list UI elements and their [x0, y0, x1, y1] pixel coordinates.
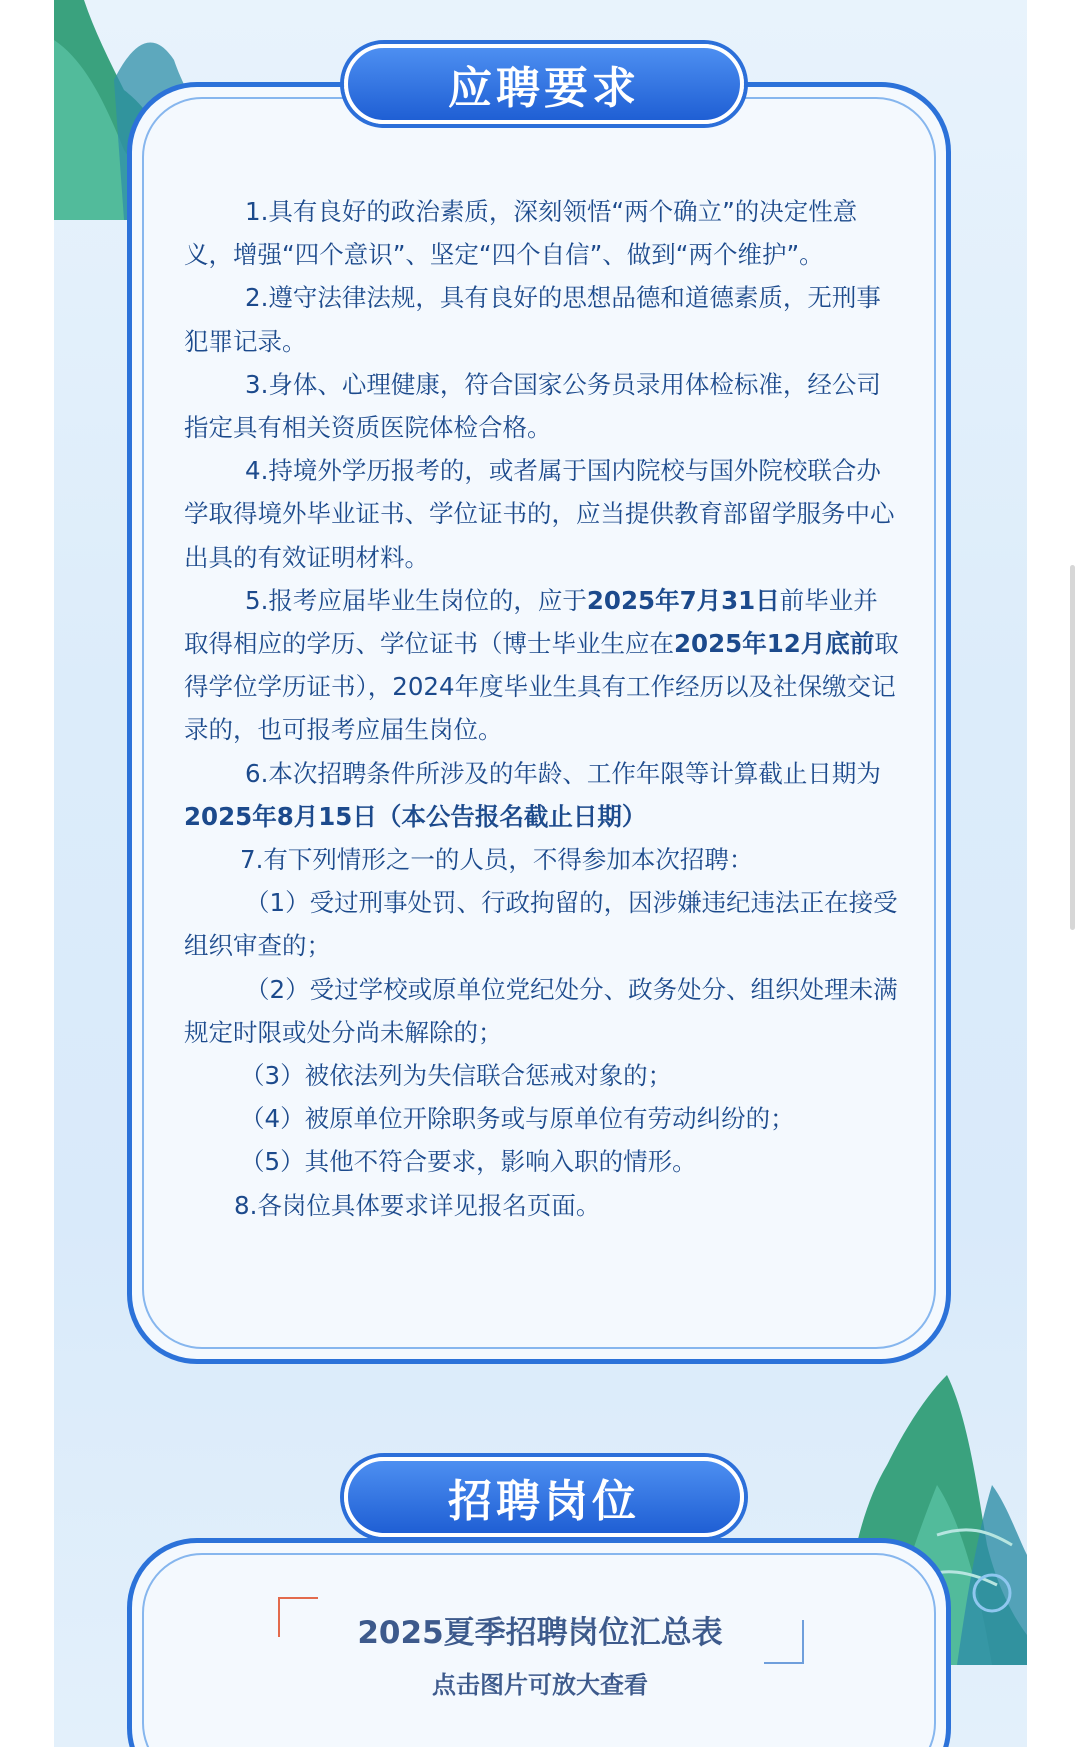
requirement-item-5-text-b: 前毕业并取得相应的学历、学位证书（博士毕业生应在: [184, 585, 878, 659]
requirement-item-2: 2.遵守法律法规，具有良好的思想品德和道德素质，无刑事犯罪记录。: [184, 283, 881, 356]
requirements-title-badge: [344, 44, 744, 124]
requirement-item-5-date-a: 2025年7月31日: [586, 585, 780, 615]
requirement-item-7-2: （2）受过学校或原单位党纪处分、政务处分、组织处理未满规定时限或处分尚未解除的；: [184, 974, 898, 1047]
requirement-item-7-3: （3）被依法列为失信联合惩戒对象的；: [240, 1061, 673, 1091]
requirement-item-5-text-c: 取得学位学历证书），2024年度毕业生具有工作经历以及社保缴交记录的，也可报考应届生岗位。: [184, 629, 899, 745]
requirement-item-5: [184, 579, 900, 752]
requirement-item-5-date-b: 2025年12月底前: [674, 629, 875, 659]
requirement-item-4: 4.持境外学历报考的，或者属于国内院校与国外院校联合办学取得境外毕业证书、学位证书的，应当提供教育部留学服务中心出具的有效证明材料。: [184, 456, 895, 572]
requirement-item-7: 7.有下列情形之一的人员，不得参加本次招聘：: [240, 845, 754, 875]
positions-title-badge: [344, 1457, 744, 1537]
positions-title: 招聘岗位: [448, 1476, 640, 1527]
positions-table-title[interactable]: 2025夏季招聘岗位汇总表: [357, 1615, 723, 1651]
requirement-item-6-deadline: 2025年8月15日（本公告报名截止日期）: [184, 801, 647, 831]
requirements-title: 应聘要求: [448, 63, 640, 114]
requirement-item-6-text: 6.本次招聘条件所涉及的年龄、工作年限等计算截止日期为: [245, 758, 881, 788]
requirement-item-3: 3.身体、心理健康，符合国家公务员录用体检标准，经公司指定具有相关资质医院体检合格。: [184, 369, 881, 443]
requirement-item-7-5: （5）其他不符合要求，影响入职的情形。: [240, 1147, 697, 1177]
requirement-item-5-text-a: 5.报考应届毕业生岗位的，应于: [245, 585, 587, 615]
requirement-item-8: 8.各岗位具体要求详见报名页面。: [234, 1190, 601, 1220]
requirement-item-7-4: （4）被原单位开除职务或与原单位有劳动纠纷的；: [240, 1104, 795, 1134]
requirement-item-7-1: （1）受过刑事处罚、行政拘留的，因涉嫌违纪违法正在接受组织审查的；: [184, 888, 898, 961]
requirement-item-6: [184, 752, 900, 838]
positions-table-hint: 点击图片可放大查看: [432, 1671, 648, 1699]
requirement-item-1: 1.具有良好的政治素质，深刻领悟“两个确立”的决定性意义，增强“四个意识”、坚定“四个自信”、做到“两个维护”。: [184, 197, 858, 270]
requirements-content: [184, 190, 900, 1227]
scrollbar[interactable]: [1070, 565, 1075, 930]
